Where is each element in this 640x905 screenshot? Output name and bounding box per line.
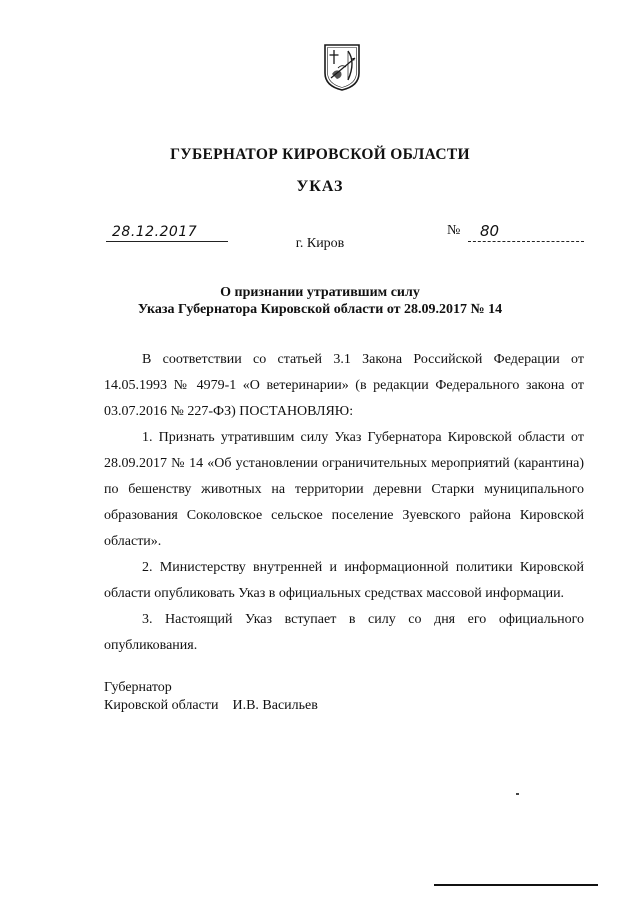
document-number: 80 (480, 222, 500, 240)
preamble-paragraph: В соответствии со статьей 3.1 Закона Российской Федерации от 14.05.1993 № 4979-1 «О ветеринарии» (в редакции Федерального закона от 03.07.2016 № 227-ФЗ) ПОСТАНОВЛЯЮ: (104, 352, 584, 419)
signatory-name: И.В. Васильев (232, 698, 318, 713)
signatory-title-line-2 (104, 697, 318, 715)
document-body (104, 347, 584, 659)
signatory-title-line-1: Губернатор (104, 680, 172, 695)
clause-2: 2. Министерству внутренней и информационной политики Кировской области опубликовать Указ в официальных средствах массовой информации. (104, 560, 584, 601)
clause-1: 1. Признать утратившим силу Указ Губернатора Кировской области от 28.09.2017 № 14 «Об установлении ограничительных мероприятий (карантина) по бешенству животных на территории деревни Старки муниципального образования Соколовское сельское поселение Зуевского района Кировской области». (104, 430, 584, 549)
issuing-authority: ГУБЕРНАТОР КИРОВСКОЙ ОБЛАСТИ (170, 146, 470, 163)
bottom-rule (434, 884, 598, 886)
signature-block (104, 679, 318, 715)
number-sign: № (447, 223, 461, 238)
kirov-oblast-coat-of-arms-icon (322, 42, 362, 92)
document-type: УКАЗ (296, 178, 344, 195)
clause-3: 3. Настоящий Указ вступает в силу со дня его официального опубликования. (104, 612, 584, 653)
place-of-issue: г. Киров (295, 236, 345, 251)
document-date: 28.12.2017 (112, 224, 198, 240)
document-title-line-2: Указа Губернатора Кировской области от 28.09.2017 № 14 (137, 302, 503, 317)
signatory-region: Кировской области (104, 698, 219, 713)
scan-mark (516, 793, 519, 795)
document-title-line-1: О признании утратившим силу (220, 285, 420, 300)
document-title (0, 284, 640, 318)
